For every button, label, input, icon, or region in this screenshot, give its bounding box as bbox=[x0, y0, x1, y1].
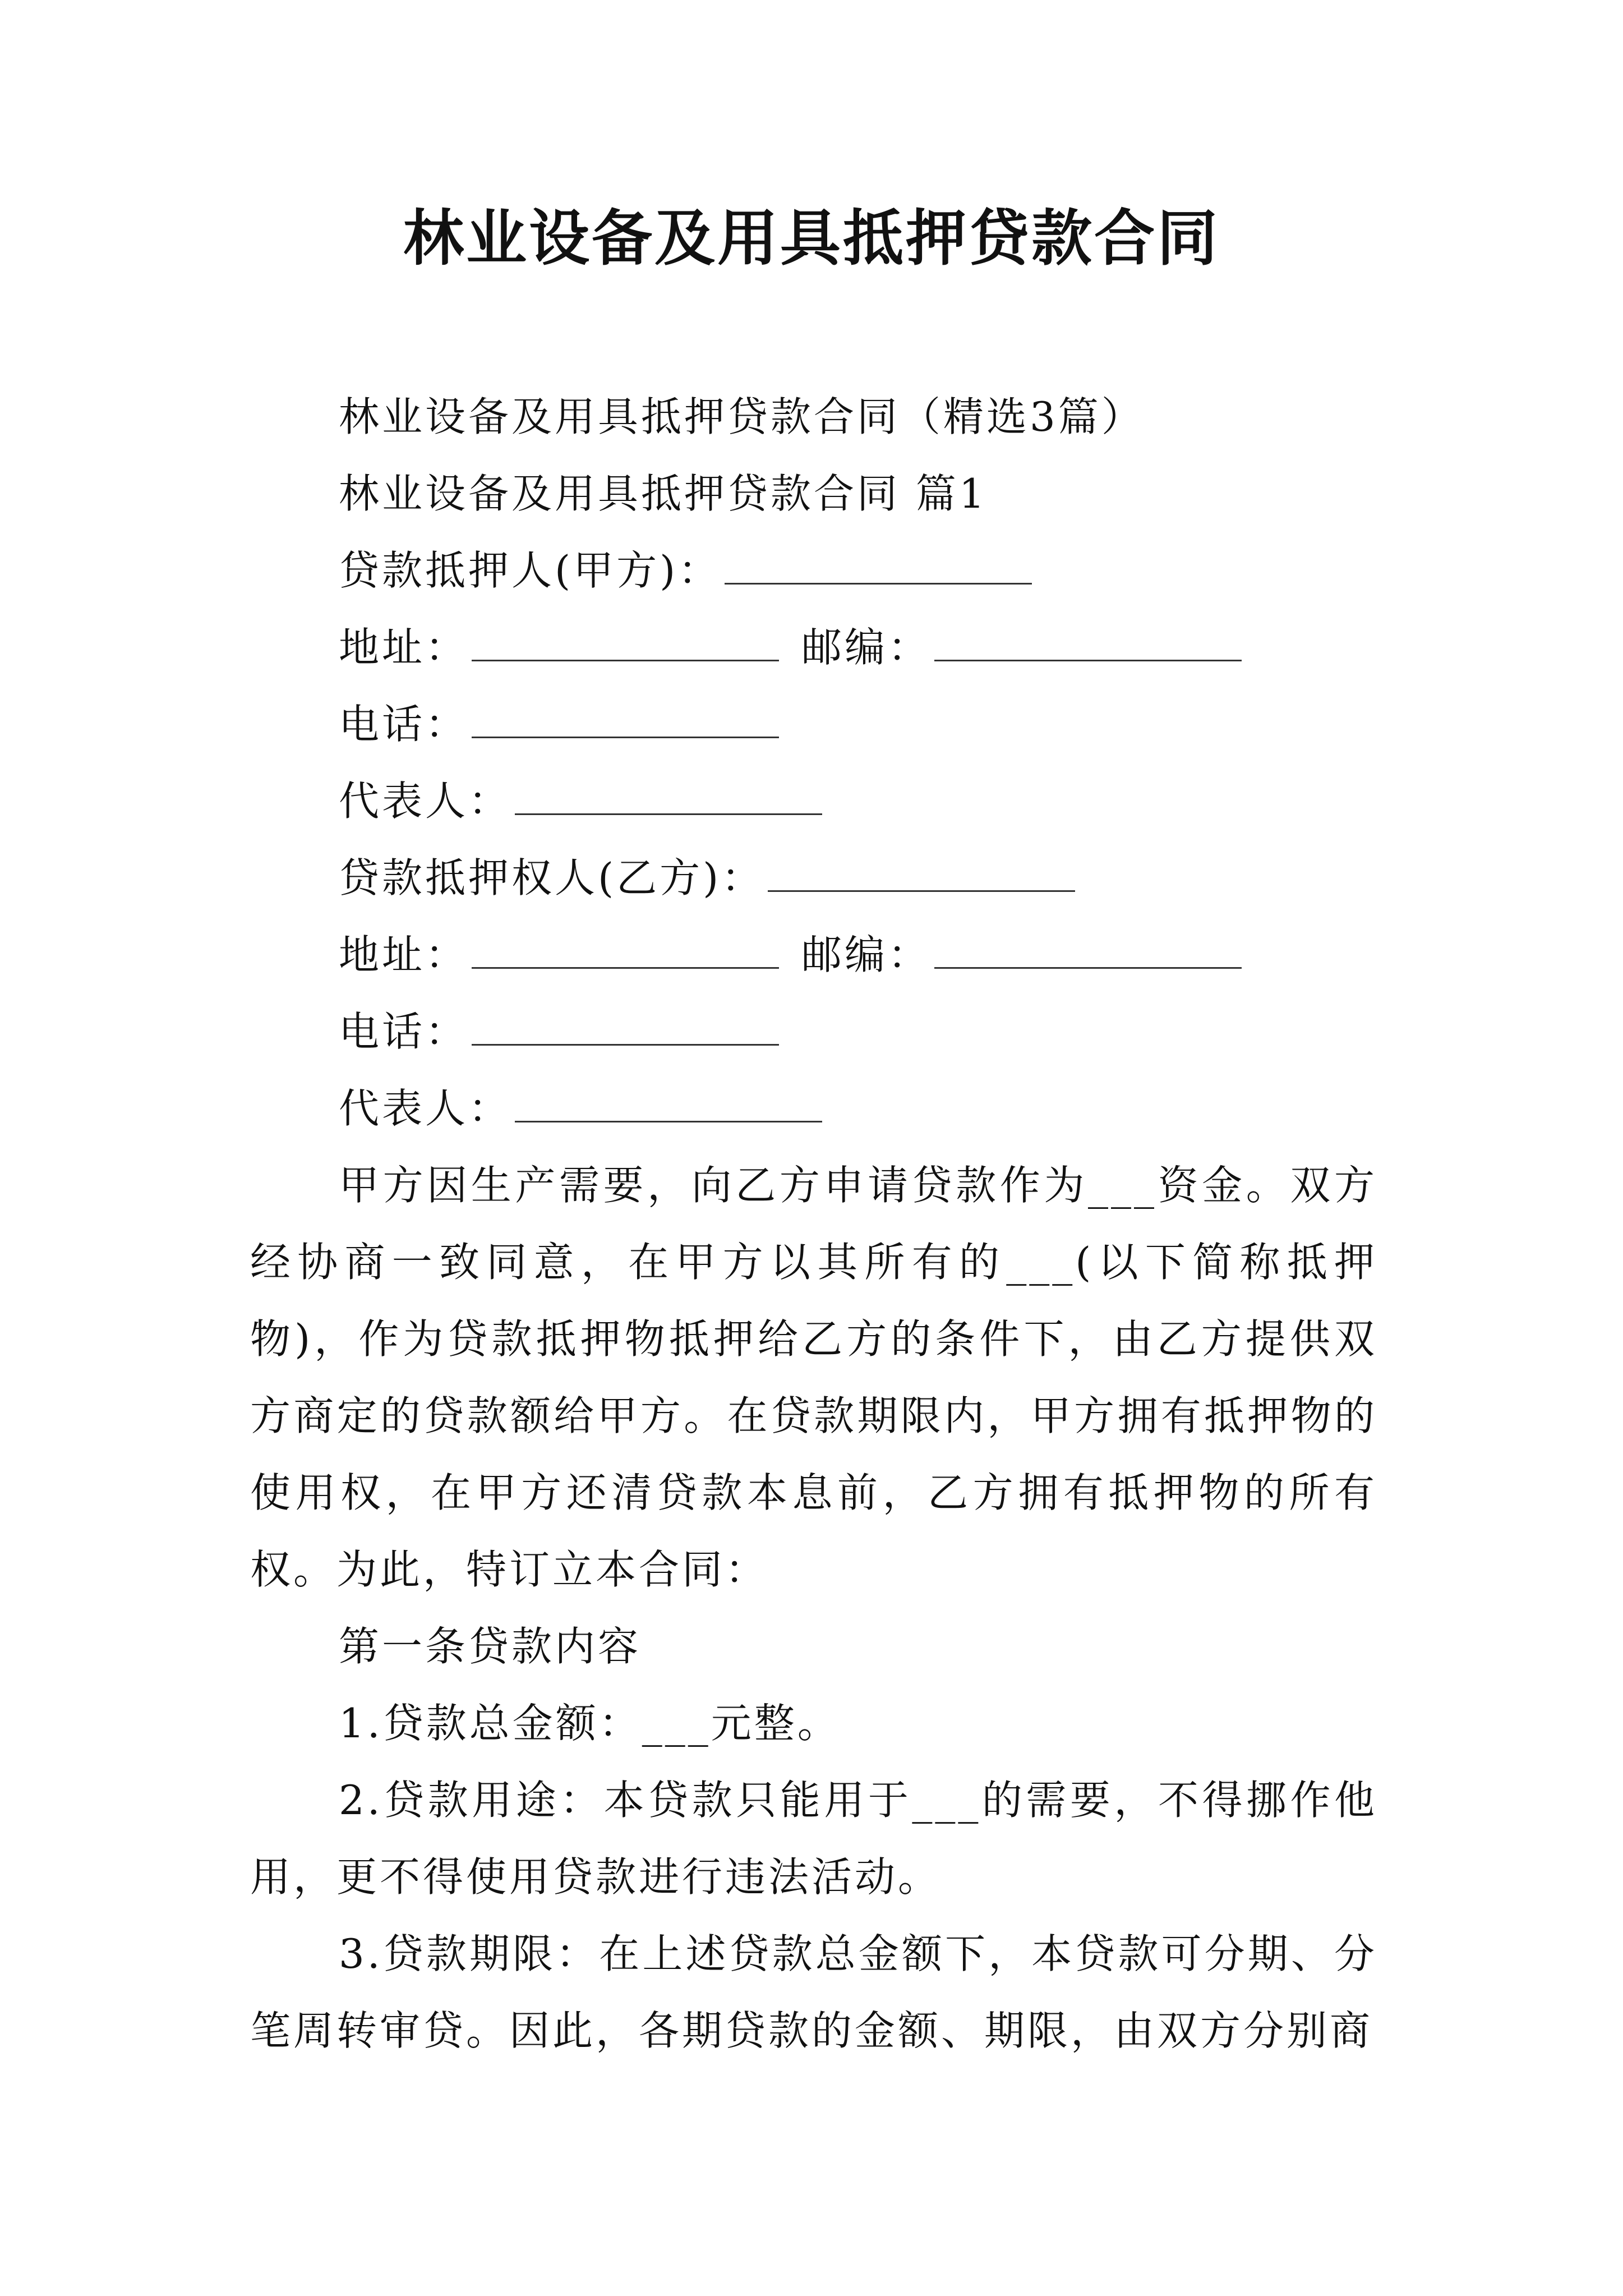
party-a-phone-line bbox=[250, 686, 1377, 763]
party-a-phone-label: 电话： bbox=[339, 701, 469, 748]
party-b-phone-line bbox=[250, 993, 1377, 1070]
party-b-address-label: 地址： bbox=[339, 931, 469, 978]
party-b-phone-blank bbox=[472, 1006, 779, 1046]
party-a-address-blank bbox=[472, 622, 779, 661]
party-a-blank bbox=[725, 545, 1032, 585]
party-a-representative-blank bbox=[515, 775, 822, 815]
party-a-representative-line bbox=[250, 763, 1377, 840]
party-b-blank bbox=[768, 852, 1075, 892]
article1-heading: 第一条贷款内容 bbox=[339, 1623, 642, 1670]
party-a-representative-label: 代表人： bbox=[339, 777, 512, 825]
party-a-phone-blank bbox=[472, 698, 779, 738]
party-b-address-line bbox=[250, 917, 1377, 993]
party-b-label: 贷款抵押权人(乙方)： bbox=[339, 854, 765, 901]
party-b-representative-label: 代表人： bbox=[339, 1085, 512, 1132]
party-b-representative-line bbox=[250, 1070, 1377, 1147]
party-b-postcode-blank bbox=[934, 929, 1242, 969]
document-title: 林业设备及用具抵押贷款合同 bbox=[403, 203, 1220, 274]
article1-item1: 1.贷款总金额：___元整。 bbox=[339, 1700, 841, 1747]
party-b-representative-blank bbox=[515, 1083, 822, 1122]
party-a-line bbox=[250, 532, 1377, 609]
article1-item3: 3.贷款期限：在上述贷款总金额下，本贷款可分期、分笔周转审贷。因此，各期贷款的金额、期限，由双方分别商 bbox=[250, 1930, 1377, 2054]
subtitle: 林业设备及用具抵押贷款合同（精选3篇） bbox=[339, 393, 1145, 440]
party-b-line bbox=[250, 840, 1377, 917]
party-a-postcode-label: 邮编： bbox=[801, 624, 932, 671]
document-body bbox=[250, 379, 1377, 2069]
party-a-address-label: 地址： bbox=[339, 624, 469, 671]
party-b-phone-label: 电话： bbox=[339, 1008, 469, 1055]
party-a-label: 贷款抵押人(甲方)： bbox=[339, 547, 722, 594]
section-heading: 林业设备及用具抵押贷款合同 篇1 bbox=[339, 470, 988, 517]
article1-item2: 2.贷款用途：本贷款只能用于___的需要，不得挪作他用，更不得使用贷款进行违法活动。 bbox=[250, 1777, 1377, 1901]
party-a-address-line bbox=[250, 609, 1377, 686]
party-b-address-blank bbox=[472, 929, 779, 969]
party-b-postcode-label: 邮编： bbox=[801, 931, 932, 978]
preamble-paragraph: 甲方因生产需要，向乙方申请贷款作为___资金。双方经协商一致同意，在甲方以其所有的___(以下简称抵押物)，作为贷款抵押物抵押给乙方的条件下，由乙方提供双方商定的贷款额给甲方。在贷款期限内，甲方拥有抵押物的使用权，在甲方还清贷款本息前，乙方拥有抵押物的所有权。为此，特订立本合同： bbox=[250, 1162, 1377, 1593]
party-a-postcode-blank bbox=[934, 622, 1242, 661]
